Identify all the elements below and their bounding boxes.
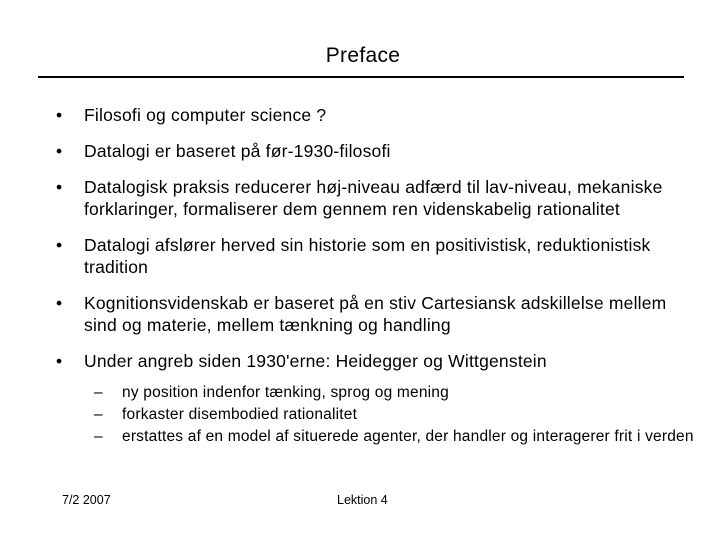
sub-bullet-item bbox=[94, 382, 696, 404]
sub-bullet-list bbox=[94, 382, 696, 448]
bullet-item bbox=[56, 292, 696, 336]
sub-bullet-marker: – bbox=[94, 384, 103, 401]
footer-date: 7/2 2007 bbox=[62, 493, 111, 507]
bullet-text: Filosofi og computer science ? bbox=[84, 105, 327, 125]
bullet-marker: • bbox=[56, 105, 63, 125]
title-divider bbox=[38, 76, 684, 78]
bullet-marker: • bbox=[56, 235, 63, 255]
sub-bullet-marker: – bbox=[94, 428, 103, 445]
sub-bullet-text: forkaster disembodied rationalitet bbox=[122, 406, 358, 423]
bullet-text: Datalogisk praksis reducerer høj-niveau adfærd til lav-niveau, mekaniske forklaringer, formaliserer dem gennem ren videnskabelig rationalitet bbox=[84, 177, 663, 219]
sub-bullet-item bbox=[94, 426, 696, 448]
bullet-text: Datalogi er baseret på før-1930-filosofi bbox=[84, 141, 391, 161]
bullet-item bbox=[56, 104, 696, 126]
bullet-text: Datalogi afslører herved sin historie som en positivistisk, reduktionistisk tradition bbox=[84, 235, 651, 277]
footer-lecture: Lektion 4 bbox=[337, 493, 388, 507]
bullet-item bbox=[56, 350, 696, 448]
bullet-item bbox=[56, 140, 696, 162]
slide-title: Preface bbox=[325, 44, 401, 67]
sub-bullet-item bbox=[94, 404, 696, 426]
bullet-text: Kognitionsvidenskab er baseret på en stiv Cartesiansk adskillelse mellem sind og materie, mellem tænkning og handling bbox=[84, 293, 667, 335]
bullet-marker: • bbox=[56, 293, 63, 313]
bullet-marker: • bbox=[56, 177, 63, 197]
bullet-marker: • bbox=[56, 351, 63, 371]
bullet-list bbox=[56, 104, 696, 462]
bullet-item bbox=[56, 234, 696, 278]
sub-bullet-marker: – bbox=[94, 406, 103, 423]
bullet-item bbox=[56, 176, 696, 220]
bullet-marker: • bbox=[56, 141, 63, 161]
sub-bullet-text: ny position indenfor tænking, sprog og mening bbox=[122, 384, 449, 401]
bullet-text: Under angreb siden 1930'erne: Heidegger og Wittgenstein bbox=[84, 351, 547, 371]
sub-bullet-text: erstattes af en model af situerede agenter, der handler og interagerer frit i verden bbox=[122, 428, 694, 445]
